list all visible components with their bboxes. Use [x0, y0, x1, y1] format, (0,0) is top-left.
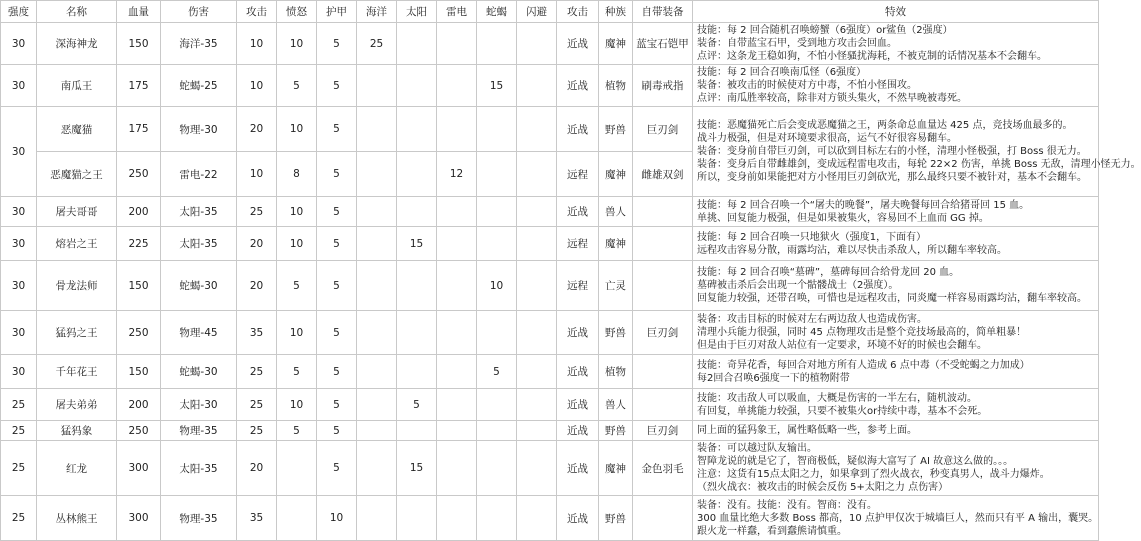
cell-scorpion — [477, 227, 517, 261]
cell-thunder — [437, 227, 477, 261]
cell-race: 野兽 — [599, 107, 633, 152]
cell-dodge — [517, 107, 557, 152]
effect-line: 战斗力极强，但是对环境要求很高，运气不好很容易翻车。 — [697, 133, 957, 144]
table-row — [1, 65, 1099, 107]
cell-name: 红龙 — [37, 441, 117, 496]
cell-dodge — [517, 227, 557, 261]
effect-line: 跟火龙一样蠢，看到蠢熊请慎重。 — [697, 525, 847, 537]
cell-equip: 刷毒戒指 — [633, 65, 693, 107]
cell-rage — [277, 441, 317, 496]
cell-hp: 150 — [117, 355, 161, 389]
cell-race: 植物 — [599, 355, 633, 389]
effect-line: 装备：变身前自带巨刃剑，可以砍到目标左右的小怪，清理小怪极强，打 Boss 很无力。 — [697, 146, 1087, 157]
cell-name: 千年花王 — [37, 355, 117, 389]
cell-rage: 10 — [277, 107, 317, 152]
effect-line: 装备：可以越过队友输出。 — [697, 443, 817, 454]
cell-effect — [693, 65, 1099, 107]
cell-equip: 蓝宝石铠甲 — [633, 23, 693, 65]
cell-dodge — [517, 441, 557, 496]
cell-strength: 25 — [1, 496, 37, 541]
cell-name: 骨龙法师 — [37, 261, 117, 311]
cell-ocean — [357, 227, 397, 261]
cell-effect — [693, 197, 1099, 227]
header-ocean: 海洋 — [357, 1, 397, 23]
effect-line: 300 血量比绝大多数 Boss 都高，10 点护甲仅次于城墙巨人，然而只有平 A 输出，囊哭。 — [697, 512, 1099, 524]
cell-sun — [397, 197, 437, 227]
cell-sun — [397, 421, 437, 441]
cell-equip: 巨刃剑 — [633, 107, 693, 152]
cell-thunder — [437, 421, 477, 441]
cell-strength: 30 — [1, 197, 37, 227]
cell-range: 近战 — [557, 441, 599, 496]
effect-line: 技能：攻击敌人可以吸血，大概是伤害的一半左右，随机波动。 — [697, 392, 977, 404]
cell-rage: 8 — [277, 152, 317, 197]
cell-thunder: 12 — [437, 152, 477, 197]
cell-range: 近战 — [557, 23, 599, 65]
cell-damage: 蛇蝎-25 — [161, 65, 237, 107]
cell-attack: 35 — [237, 311, 277, 355]
table-row — [1, 389, 1099, 421]
cell-ocean — [357, 65, 397, 107]
cell-sun — [397, 107, 437, 152]
cell-range: 近战 — [557, 65, 599, 107]
cell-thunder — [437, 496, 477, 541]
cell-range: 近战 — [557, 496, 599, 541]
cell-effect — [693, 311, 1099, 355]
cell-equip — [633, 261, 693, 311]
cell-sun — [397, 311, 437, 355]
cell-strength: 30 — [1, 355, 37, 389]
cell-ocean — [357, 152, 397, 197]
effect-line: 技能：每 2 回合随机召唤螃蟹（6强度）or鲨鱼（2强度） — [697, 25, 953, 36]
cell-attack: 10 — [237, 65, 277, 107]
cell-effect — [693, 107, 1141, 197]
cell-hp: 175 — [117, 107, 161, 152]
cell-effect — [693, 23, 1099, 65]
effect-line: 所以，变身前如果能把对方小怪用巨刃剑砍光，那么最终只要不被针对，基本不会翻车。 — [697, 172, 1087, 183]
cell-attack: 20 — [237, 261, 277, 311]
cell-scorpion: 15 — [477, 65, 517, 107]
header-dodge: 闪避 — [517, 1, 557, 23]
cell-range: 远程 — [557, 152, 599, 197]
cell-hp: 300 — [117, 441, 161, 496]
cell-strength: 25 — [1, 389, 37, 421]
effect-line: 回复能力较强，还带召唤，可惜也是远程攻击，同炎魔一样容易雨露均沾，翻车率较高。 — [697, 293, 1087, 304]
cell-sun — [397, 152, 437, 197]
cell-range: 近战 — [557, 197, 599, 227]
cell-thunder — [437, 23, 477, 65]
cell-ocean — [357, 261, 397, 311]
cell-armor: 5 — [317, 65, 357, 107]
cell-damage: 物理-35 — [161, 496, 237, 541]
cell-armor: 5 — [317, 197, 357, 227]
cell-dodge — [517, 311, 557, 355]
effect-line: 点评：这条龙王稳如狗，不怕小怪骚扰海耗，不被克制的话情况基本不会翻车。 — [697, 51, 1047, 62]
cell-equip: 巨刃剑 — [633, 421, 693, 441]
cell-damage: 太阳-35 — [161, 441, 237, 496]
cell-hp: 250 — [117, 311, 161, 355]
cell-equip: 巨刃剑 — [633, 311, 693, 355]
cell-rage: 10 — [277, 389, 317, 421]
header-name: 名称 — [37, 1, 117, 23]
header-thunder: 雷电 — [437, 1, 477, 23]
cell-name: 熔岩之王 — [37, 227, 117, 261]
cell-sun — [397, 496, 437, 541]
cell-rage: 5 — [277, 261, 317, 311]
cell-effect — [693, 421, 1099, 441]
cell-scorpion — [477, 311, 517, 355]
cell-scorpion — [477, 23, 517, 65]
effect-line: 技能：每 2 回合召唤“墓碑”，墓碑每回合给骨龙回 20 血。 — [697, 267, 960, 278]
cell-race: 兽人 — [599, 389, 633, 421]
effect-line: 单挑、回复能力极强，但是如果被集火，容易回不上血而 GG 掉。 — [697, 212, 989, 224]
cell-rage: 5 — [277, 421, 317, 441]
effect-line: 同上面的猛犸象王，属性略低略一些，参考上面。 — [697, 425, 917, 436]
cell-attack: 20 — [237, 441, 277, 496]
cell-damage: 物理-30 — [161, 107, 237, 152]
cell-name: 南瓜王 — [37, 65, 117, 107]
header-strength: 强度 — [1, 1, 37, 23]
cell-strength: 25 — [1, 441, 37, 496]
cell-name: 深海神龙 — [37, 23, 117, 65]
cell-range: 远程 — [557, 261, 599, 311]
cell-equip — [633, 355, 693, 389]
header-sun: 太阳 — [397, 1, 437, 23]
cell-name: 猛犸象 — [37, 421, 117, 441]
cell-attack: 20 — [237, 107, 277, 152]
table-row — [1, 421, 1099, 441]
cell-strength: 25 — [1, 421, 37, 441]
cell-armor: 5 — [317, 107, 357, 152]
cell-equip — [633, 389, 693, 421]
cell-strength: 30 — [1, 311, 37, 355]
cell-hp: 250 — [117, 421, 161, 441]
table-row — [1, 496, 1099, 541]
cell-race: 魔神 — [599, 152, 633, 197]
table-row — [1, 227, 1099, 261]
effect-line: 点评：南瓜胜率较高，除非对方锁头集火，不然早晚被毒死。 — [697, 93, 967, 104]
cell-hp: 300 — [117, 496, 161, 541]
effect-line: 装备：自带蓝宝石甲，受到地方攻击会回血。 — [697, 38, 897, 49]
cell-equip: 金色羽毛 — [633, 441, 693, 496]
cell-sun — [397, 23, 437, 65]
cell-attack: 10 — [237, 23, 277, 65]
header-range: 攻击 — [557, 1, 599, 23]
cell-dodge — [517, 389, 557, 421]
header-armor: 护甲 — [317, 1, 357, 23]
cell-armor: 5 — [317, 152, 357, 197]
cell-armor: 5 — [317, 441, 357, 496]
cell-race: 野兽 — [599, 311, 633, 355]
cell-armor: 10 — [317, 496, 357, 541]
cell-rage — [277, 496, 317, 541]
table-row — [1, 107, 1099, 152]
cell-scorpion — [477, 389, 517, 421]
cell-armor: 5 — [317, 23, 357, 65]
effect-line: 墓碑被击杀后会出现一个骷髅战士（2强度）。 — [697, 280, 899, 291]
cell-range: 近战 — [557, 355, 599, 389]
cell-damage: 蛇蝎-30 — [161, 355, 237, 389]
cell-hp: 200 — [117, 389, 161, 421]
cell-effect — [693, 355, 1099, 389]
cell-name: 屠夫弟弟 — [37, 389, 117, 421]
cell-armor: 5 — [317, 261, 357, 311]
effect-line: 有回复，单挑能力较强，只要不被集火or持续中毒，基本不会死。 — [697, 405, 988, 417]
cell-ocean — [357, 441, 397, 496]
cell-hp: 150 — [117, 23, 161, 65]
cell-race: 植物 — [599, 65, 633, 107]
cell-race: 魔神 — [599, 441, 633, 496]
effect-line: 但是由于巨刃对敌人站位有一定要求，环境不好的时候也会翻车。 — [697, 340, 987, 351]
cell-attack: 25 — [237, 197, 277, 227]
cell-thunder — [437, 441, 477, 496]
cell-ocean — [357, 389, 397, 421]
cell-scorpion: 10 — [477, 261, 517, 311]
effect-line: 技能：每 2 回合召唤南瓜怪（6强度） — [697, 67, 867, 78]
cell-armor: 5 — [317, 389, 357, 421]
cell-damage: 物理-45 — [161, 311, 237, 355]
cell-attack: 20 — [237, 227, 277, 261]
cell-attack: 25 — [237, 421, 277, 441]
cell-equip — [633, 227, 693, 261]
cell-damage: 物理-35 — [161, 421, 237, 441]
cell-equip — [633, 496, 693, 541]
cell-ocean — [357, 496, 397, 541]
cell-hp: 225 — [117, 227, 161, 261]
cell-dodge — [517, 152, 557, 197]
header-effect: 特效 — [693, 1, 1099, 23]
cell-hp: 175 — [117, 65, 161, 107]
cell-scorpion: 5 — [477, 355, 517, 389]
cell-hp: 250 — [117, 152, 161, 197]
header-equip: 自带装备 — [633, 1, 693, 23]
effect-line: 每2回合召唤6强度一下的植物附带 — [697, 372, 850, 384]
table-row — [1, 355, 1099, 389]
cell-effect — [693, 389, 1099, 421]
cell-effect — [693, 496, 1099, 541]
cell-rage: 5 — [277, 355, 317, 389]
cell-scorpion — [477, 441, 517, 496]
cell-sun — [397, 261, 437, 311]
cell-scorpion — [477, 197, 517, 227]
cell-thunder — [437, 65, 477, 107]
cell-race: 魔神 — [599, 23, 633, 65]
cell-thunder — [437, 197, 477, 227]
cell-name: 恶魔猫之王 — [37, 152, 117, 197]
cell-equip: 雌雄双剑 — [633, 152, 693, 197]
cell-race: 魔神 — [599, 227, 633, 261]
cell-strength: 30 — [1, 227, 37, 261]
table-row — [1, 197, 1099, 227]
cell-rage: 10 — [277, 311, 317, 355]
cell-dodge — [517, 355, 557, 389]
cell-name: 屠夫哥哥 — [37, 197, 117, 227]
cell-ocean — [357, 311, 397, 355]
cell-race: 野兽 — [599, 496, 633, 541]
table-row — [1, 441, 1099, 496]
table-row — [1, 23, 1099, 65]
cell-hp: 200 — [117, 197, 161, 227]
cell-name: 恶魔猫 — [37, 107, 117, 152]
cell-rage: 10 — [277, 227, 317, 261]
cell-effect — [693, 441, 1099, 496]
effect-line: 装备：没有。技能：没有。智商：没有。 — [697, 499, 877, 511]
cell-strength: 30 — [1, 23, 37, 65]
cell-thunder — [437, 389, 477, 421]
effect-line: 技能：恶魔猫死亡后会变成恶魔猫之王，两条命总血量达 425 点，竞技场血最多的。 — [697, 120, 1073, 131]
cell-name: 猛犸之王 — [37, 311, 117, 355]
cell-armor: 5 — [317, 227, 357, 261]
cell-dodge — [517, 496, 557, 541]
effect-line: 技能：每 2 回合召唤一个“屠夫的晚餐”，屠夫晚餐每回合给猪哥回 15 血。 — [697, 199, 1030, 211]
table-row — [1, 311, 1099, 355]
cell-sun — [397, 355, 437, 389]
cell-thunder — [437, 107, 477, 152]
cell-dodge — [517, 23, 557, 65]
cell-effect — [693, 261, 1099, 311]
header-hp: 血量 — [117, 1, 161, 23]
effect-line: 装备：变身后自带雌雄剑，变成远程雷电攻击，每轮 22×2 伤害，单挑 Boss 无敌，清理小怪无力。 — [697, 159, 1141, 170]
effect-line: 注意：这货有15点太阳之力，如果拿到了烈火战衣，秒变真男人，战斗力爆炸。 — [697, 469, 1050, 480]
header-damage: 伤害 — [161, 1, 237, 23]
effect-line: （烈火战衣：被攻击的时候会反伤 5+太阳之力 点伤害） — [697, 482, 949, 493]
cell-damage: 蛇蝎-30 — [161, 261, 237, 311]
cell-damage: 海洋-35 — [161, 23, 237, 65]
cell-sun: 15 — [397, 441, 437, 496]
cell-dodge — [517, 197, 557, 227]
header-attack: 攻击 — [237, 1, 277, 23]
cell-thunder — [437, 355, 477, 389]
cell-sun: 15 — [397, 227, 437, 261]
cell-damage: 太阳-30 — [161, 389, 237, 421]
cell-damage: 雷电-22 — [161, 152, 237, 197]
cell-scorpion — [477, 152, 517, 197]
cell-attack: 35 — [237, 496, 277, 541]
cell-scorpion — [477, 421, 517, 441]
cell-ocean — [357, 355, 397, 389]
cell-range: 近战 — [557, 389, 599, 421]
cell-attack: 25 — [237, 389, 277, 421]
cell-dodge — [517, 261, 557, 311]
cell-thunder — [437, 261, 477, 311]
cell-dodge — [517, 65, 557, 107]
header-row — [1, 1, 1099, 23]
cell-range: 近战 — [557, 107, 599, 152]
cell-sun: 5 — [397, 389, 437, 421]
cell-armor: 5 — [317, 355, 357, 389]
cell-ocean — [357, 421, 397, 441]
cell-range: 近战 — [557, 311, 599, 355]
cell-dodge — [517, 421, 557, 441]
cell-rage: 10 — [277, 197, 317, 227]
cell-rage: 10 — [277, 23, 317, 65]
effect-line: 技能：每 2 回合召唤一只地狱火（强度1，下面有） — [697, 231, 927, 243]
effect-line: 技能：奇异花香，每回合对地方所有人造成 6 点中毒（不受蛇蝎之力加成） — [697, 359, 1030, 371]
cell-name: 丛林熊王 — [37, 496, 117, 541]
cell-strength: 30 — [1, 65, 37, 107]
cell-scorpion — [477, 496, 517, 541]
cell-armor: 5 — [317, 421, 357, 441]
effect-line: 智障龙说的就是它了，智商极低，疑似海大富写了 AI 故意这么做的。。。 — [697, 456, 1014, 467]
cell-ocean: 25 — [357, 23, 397, 65]
cell-race: 兽人 — [599, 197, 633, 227]
cell-effect — [693, 227, 1099, 261]
header-race: 种族 — [599, 1, 633, 23]
effect-line: 装备：被攻击的时候使对方中毒，不怕小怪围攻。 — [697, 80, 917, 91]
cell-hp: 150 — [117, 261, 161, 311]
effect-line: 远程攻击容易分散，雨露均沾，难以尽快击杀敌人，所以翻车率较高。 — [697, 244, 1007, 256]
cell-strength: 30 — [1, 261, 37, 311]
effect-line: 清理小兵能力很强，同时 45 点物理攻击是整个竞技场最高的，简单粗暴！ — [697, 327, 1027, 338]
cell-sun — [397, 65, 437, 107]
cell-ocean — [357, 197, 397, 227]
cell-ocean — [357, 107, 397, 152]
cell-equip — [633, 197, 693, 227]
cell-range: 远程 — [557, 227, 599, 261]
cell-thunder — [437, 311, 477, 355]
header-rage: 愤怒 — [277, 1, 317, 23]
cell-race: 野兽 — [599, 421, 633, 441]
cell-race: 亡灵 — [599, 261, 633, 311]
header-scorpion: 蛇蝎 — [477, 1, 517, 23]
cell-attack: 10 — [237, 152, 277, 197]
effect-line: 装备：攻击目标的时候对左右两边敌人也造成伤害。 — [697, 314, 927, 325]
cell-scorpion — [477, 107, 517, 152]
cell-attack: 25 — [237, 355, 277, 389]
cell-damage: 太阳-35 — [161, 227, 237, 261]
cell-range: 近战 — [557, 421, 599, 441]
cell-strength: 30 — [1, 107, 37, 197]
cell-damage: 太阳-35 — [161, 197, 237, 227]
table-row — [1, 261, 1099, 311]
cell-armor: 5 — [317, 311, 357, 355]
cell-rage: 5 — [277, 65, 317, 107]
